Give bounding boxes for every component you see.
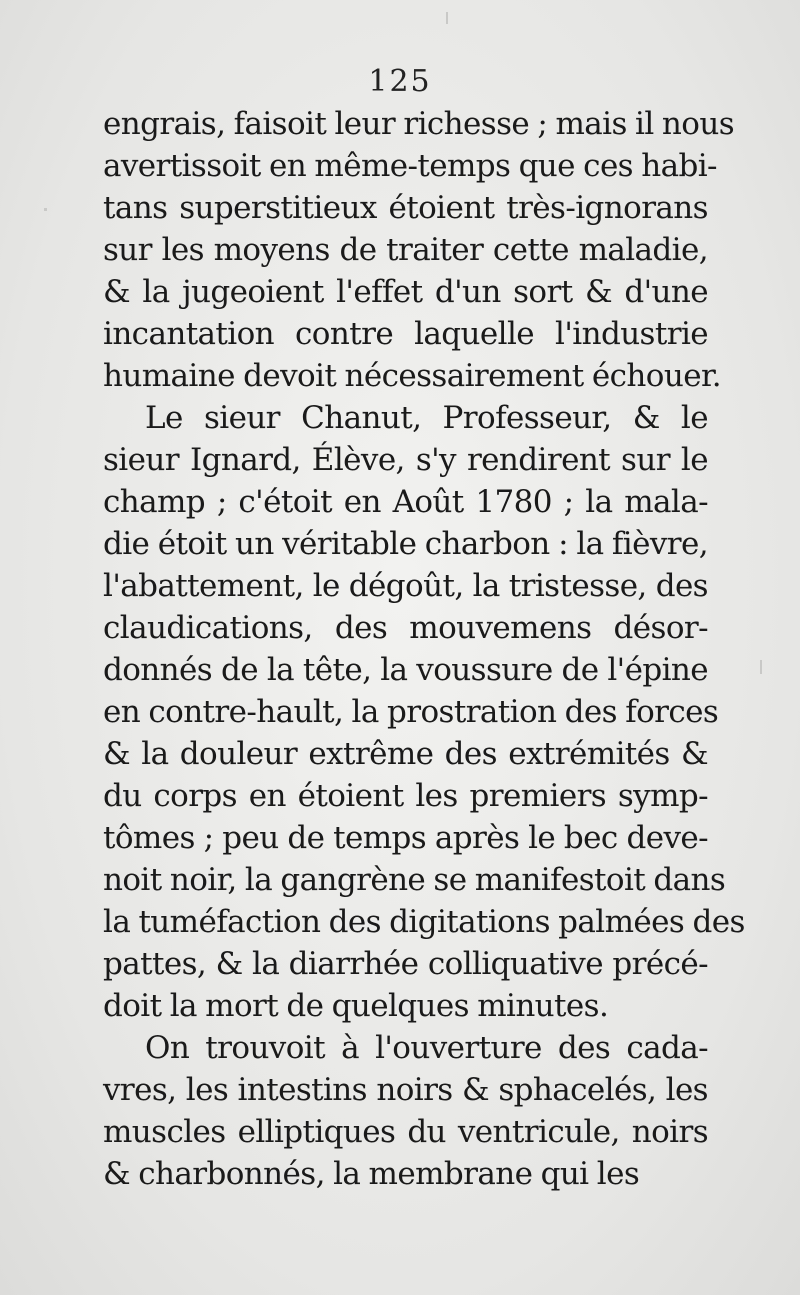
text-line: champ ; c'étoit en Août 1780 ; la mala- (103, 484, 708, 520)
text-line: claudications, des mouvemens désor- (103, 610, 708, 646)
paper-speck (760, 660, 762, 674)
text-line: die étoit un véritable charbon : la fièvre, (103, 526, 708, 562)
paper-speck (44, 208, 47, 211)
text-line: Le sieur Chanut, Professeur, & le (145, 400, 708, 436)
text-line: On trouvoit à l'ouverture des cada- (145, 1030, 708, 1066)
text-line: & la douleur extrême des extrémités & (103, 736, 708, 772)
text-line: engrais, faisoit leur richesse ; mais il nous (103, 106, 735, 142)
text-line: donnés de la tête, la voussure de l'épine (103, 652, 708, 688)
text-line: sieur Ignard, Élève, s'y rendirent sur le (103, 442, 708, 478)
text-line: & charbonnés, la membrane qui les (103, 1156, 640, 1192)
paragraph (103, 397, 745, 1027)
text-line: humaine devoit nécessairement échouer. (103, 358, 722, 394)
text-body (103, 103, 745, 1195)
paper-speck (446, 12, 448, 24)
text-line: & la jugeoient l'effet d'un sort & d'une (103, 274, 708, 310)
text-line: incantation contre laquelle l'industrie (103, 316, 708, 352)
text-line: tômes ; peu de temps après le bec deve- (103, 820, 708, 856)
text-line: doit la mort de quelques minutes. (103, 988, 609, 1024)
text-line: sur les moyens de traiter cette maladie, (103, 232, 708, 268)
text-line: l'abattement, le dégoût, la tristesse, des (103, 568, 708, 604)
text-line: tans superstitieux étoient très-ignorans (103, 190, 708, 226)
text-line: avertissoit en même-temps que ces habi- (103, 148, 717, 184)
text-line: la tuméfaction des digitations palmées des (103, 904, 745, 940)
text-line: pattes, & la diarrhée colliquative précé- (103, 946, 708, 982)
page-number: 125 (368, 64, 432, 99)
text-line: muscles elliptiques du ventricule, noirs (103, 1114, 708, 1150)
text-line: du corps en étoient les premiers symp- (103, 778, 708, 814)
text-line: noit noir, la gangrène se manifestoit dans (103, 862, 726, 898)
paragraph (103, 103, 735, 397)
text-line: vres, les intestins noirs & sphacelés, les (103, 1072, 708, 1108)
paragraph (103, 1027, 708, 1195)
text-line: en contre-hault, la prostration des forces (103, 694, 719, 730)
